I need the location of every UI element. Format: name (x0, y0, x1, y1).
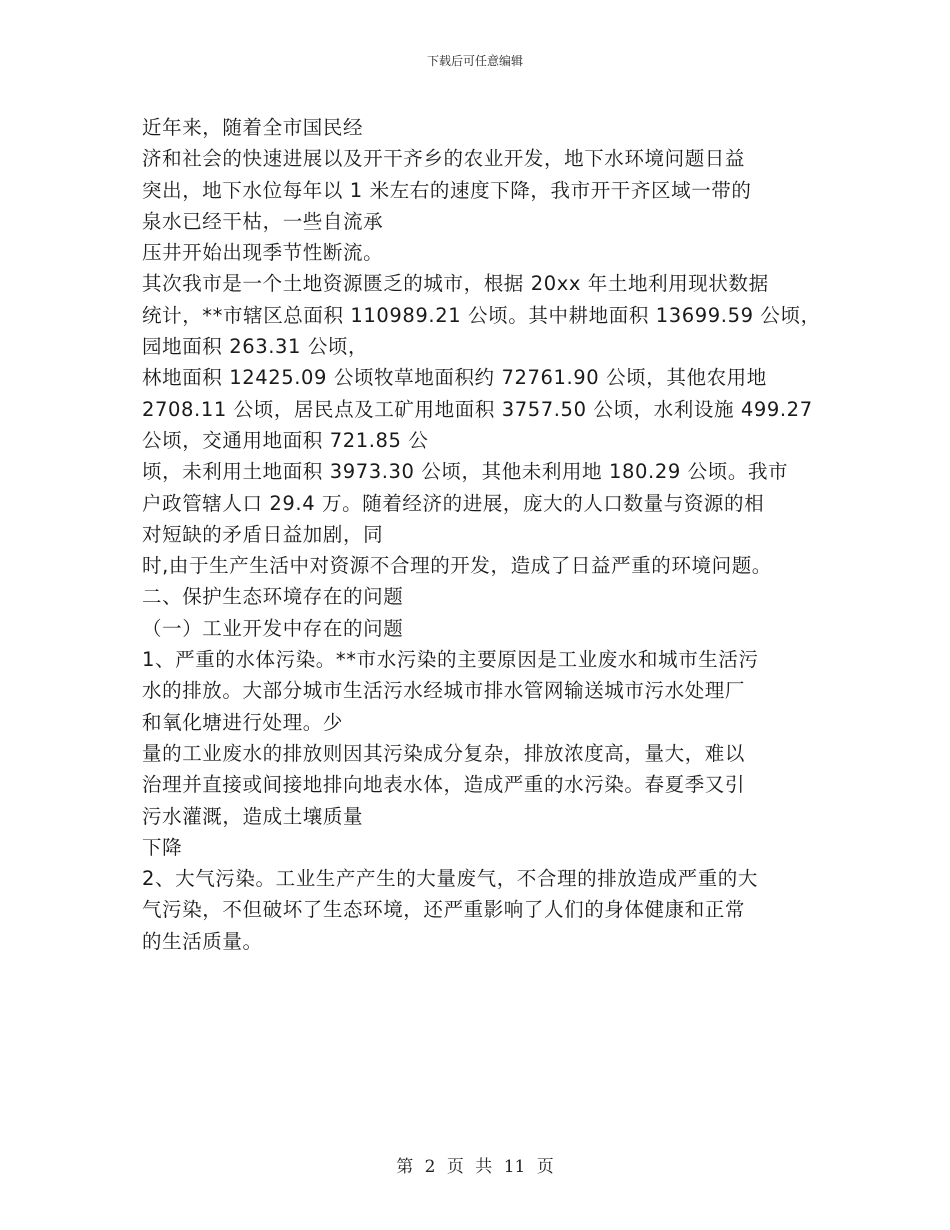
page-number-footer: 第 2 页 共 11 页 (396, 1157, 554, 1177)
text-line: 下降 (142, 835, 183, 859)
text-line: 气污染，不但破坏了生态环境，还严重影响了人们的身体健康和正常 (142, 898, 746, 922)
text-line: 和氧化塘进行处理。少 (142, 710, 344, 734)
text-line: 济和社会的快速进展以及开干齐乡的农业开发，地下水环境问题日益 (142, 147, 746, 171)
text-line: 林地面积 12425.09 公顷牧草地面积约 72761.90 公顷，其他农用地 (142, 366, 767, 390)
text-line: 近年来，随着全市国民经 (142, 116, 364, 139)
text-line: 治理并直接或间接地排向地表水体，造成严重的水污染。春夏季又引 (142, 773, 746, 797)
text-line: 2、大气污染。工业生产产生的大量废气，不合理的排放造成严重的大 (142, 867, 759, 891)
subsection-heading: （一）工业开发中存在的问题 (142, 616, 404, 640)
text-line: 顷，未利用土地面积 3973.30 公顷，其他未利用地 180.29 公顷。我市 (142, 460, 789, 484)
text-line: 量的工业废水的排放则因其污染成分复杂，排放浓度高，量大，难以 (142, 741, 746, 765)
section-heading: 二、保护生态环境存在的问题 (142, 585, 404, 609)
text-line: 2708.11 公顷，居民点及工矿用地面积 3757.50 公顷，水利设施 499.27 (142, 397, 813, 421)
text-line: 污水灌溉，造成土壤质量 (142, 804, 364, 828)
text-line: 突出，地下水位每年以 1 米左右的速度下降，我市开干齐区域一带的 (142, 178, 752, 202)
text-line: 对短缺的矛盾日益加剧，同 (142, 522, 384, 546)
text-line: 1、严重的水体污染。**市水污染的主要原因是工业废水和城市生活污 (142, 648, 759, 672)
text-line: 水的排放。大部分城市生活污水经城市排水管网输送城市污水处理厂 (142, 679, 746, 703)
text-line: 户政管辖人口 29.4 万。随着经济的进展，庞大的人口数量与资源的相 (142, 491, 765, 515)
text-line: 统计，**市辖区总面积 110989.21 公顷。其中耕地面积 13699.59 公顷， (142, 303, 821, 327)
text-line: 园地面积 263.31 公顷， (142, 335, 369, 359)
text-line: 其次我市是一个土地资源匮乏的城市，根据 20xx 年土地利用现状数据 (142, 272, 769, 296)
page-header: 下载后可任意编辑 (426, 54, 523, 68)
document-body (142, 112, 832, 957)
text-line: 压井开始出现季节性断流。 (142, 241, 384, 265)
text-line: 泉水已经干枯，一些自流承 (142, 209, 384, 233)
text-line: 的生活质量。 (142, 929, 263, 953)
text-line: 时,由于生产生活中对资源不合理的开发，造成了日益严重的环境问题。 (142, 554, 772, 578)
text-line: 公顷，交通用地面积 721.85 公 (142, 428, 429, 452)
